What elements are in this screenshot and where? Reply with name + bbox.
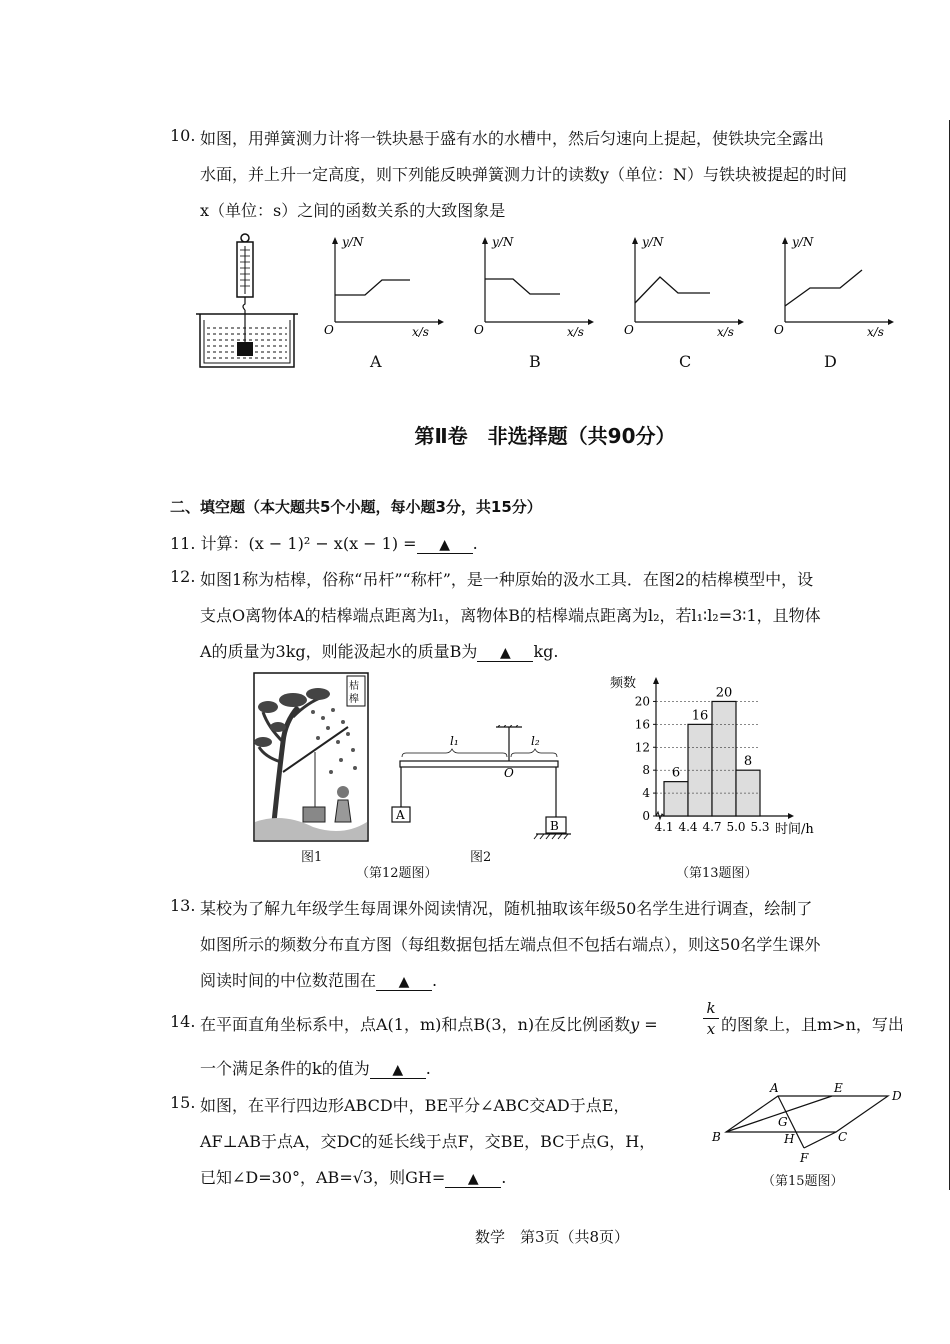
q12-number: 12. (170, 567, 196, 586)
graph-c-line (635, 277, 710, 303)
q14-text-2: 一个满足条件的k的值为 (200, 1059, 370, 1078)
x-tick-label: 5.0 (726, 820, 746, 834)
q13-line-3 (200, 968, 437, 991)
fig2-caption: 图2 (470, 850, 492, 865)
y-axis-label: y/N (342, 235, 364, 249)
y-axis-label: y/N (642, 235, 664, 249)
bar-value-label: 20 (715, 685, 733, 701)
histogram-chart (600, 670, 840, 845)
q14-answer-blank[interactable]: ▲ (370, 1062, 426, 1079)
point-g: G (778, 1115, 788, 1129)
x-axis-label: x/s (717, 325, 734, 339)
point-h: H (784, 1132, 795, 1146)
y-axis-label: y/N (792, 235, 814, 249)
point-e: E (834, 1081, 843, 1095)
origin-label: O (624, 323, 634, 337)
q13-number: 13. (170, 896, 196, 915)
x-tick-label: 5.3 (750, 820, 770, 834)
fig2-a-label: A (396, 808, 405, 822)
chart-xlabel: 时间/h (775, 822, 814, 837)
origin-label: O (774, 323, 784, 337)
section-2-heading: 二、填空题（本大题共5个小题，每小题3分，共15分） (170, 498, 542, 516)
bar-value-label: 6 (671, 765, 681, 781)
q11-text-end: . (472, 534, 478, 553)
y-tick-label: 8 (642, 763, 650, 778)
fig2-o-label: O (504, 766, 514, 780)
q12-line-2: 支点O离物体A的桔槔端点距离为l₁，离物体B的桔槔端点距离为l₂，若l₁∶l₂=3∶1，且物体 (200, 606, 821, 625)
graph-d-line (785, 270, 862, 306)
q14-func-y: y = (630, 1015, 658, 1034)
point-b: B (712, 1130, 721, 1144)
q15-text-end: . (501, 1168, 507, 1187)
fig2-l2-label: l₂ (531, 734, 540, 748)
part-2-title: 第Ⅱ卷 非选择题（共90分） (414, 424, 676, 448)
q15-figure-caption: （第15题图） (762, 1174, 844, 1189)
bar-value-label: 8 (743, 754, 753, 770)
q13-line-1: 某校为了解九年级学生每周课外阅读情况，随机抽取该年级50名学生进行调查，绘制了 (200, 899, 813, 918)
y-tick-label: 12 (634, 740, 650, 755)
q11-answer-blank[interactable]: ▲ (417, 537, 473, 554)
point-c: C (838, 1130, 848, 1144)
q15-line-1: 如图，在平行四边形ABCD中，BE平分∠ABC交AD于点E， (200, 1096, 630, 1115)
option-b-label: B (529, 352, 541, 371)
graph-b-line (485, 279, 560, 294)
point-f: F (800, 1151, 809, 1165)
y-tick-label: 4 (642, 786, 650, 801)
q15-number: 15. (170, 1093, 196, 1112)
y-axis-arrow (653, 677, 659, 684)
option-d-label: D (824, 352, 837, 371)
chart-ylabel: 频数 (610, 676, 637, 691)
question-11 (170, 531, 478, 554)
origin-label: O (474, 323, 484, 337)
y-tick-label: 0 (642, 809, 650, 823)
q11-number: 11. (170, 534, 196, 553)
q14-text: 在平面直角坐标系中，点A(1，m)和点B(3，n)在反比例函数 (200, 1015, 631, 1034)
q15-answer-blank[interactable]: ▲ (445, 1171, 501, 1188)
q14-text-end: . (425, 1059, 431, 1078)
x-axis-label: x/s (867, 325, 884, 339)
q12-line-3 (200, 639, 558, 662)
jiegao-illustration (253, 672, 369, 842)
y-axis-label: y/N (492, 235, 514, 249)
lever-model-figure (388, 725, 573, 845)
q10-line-3: x（单位：s）之间的函数关系的大致图象是 (200, 201, 506, 220)
q13-figure-caption: （第13题图） (676, 866, 758, 881)
option-a-label: A (370, 352, 382, 371)
y-tick-label: 20 (634, 694, 650, 709)
page-footer: 数学 第3页（共8页） (474, 1228, 630, 1246)
q13-text-end: . (432, 971, 438, 990)
q10-number: 10. (170, 126, 196, 145)
bar-value-label: 16 (691, 708, 709, 724)
q10-line-2: 水面，并上升一定高度，则下列能反映弹簧测力计的读数y（单位：N）与铁块被提起的时间 (200, 165, 848, 184)
fig1-caption: 图1 (301, 850, 323, 865)
point-d: D (892, 1089, 902, 1103)
q15-text: 已知∠D=30°，AB=√3，则GH= (200, 1168, 446, 1187)
histogram-bar (664, 782, 688, 816)
q14-frac-denominator: x (706, 1020, 716, 1038)
graph-a-line (335, 280, 410, 295)
q13-text: 阅读时间的中位数范围在 (200, 971, 377, 990)
q12-figure-caption: （第12题图） (356, 866, 438, 881)
option-c-label: C (679, 352, 692, 371)
x-tick-label: 4.4 (678, 820, 698, 834)
x-tick-label: 4.1 (654, 820, 674, 834)
q14-line-2 (200, 1056, 431, 1079)
graph-option-d (770, 232, 895, 342)
q14-number: 14. (170, 1012, 196, 1031)
q12-line-1: 如图1称为桔槔，俗称“吊杆”“称杆”，是一种原始的汲水工具．在图2的桔槔模型中，设 (200, 570, 814, 589)
q15-line-2: AF⊥AB于点A，交DC的延长线于点F，交BE，BC于点G，H， (200, 1132, 656, 1151)
fig2-l1-label: l₁ (450, 734, 459, 748)
q10-line-1: 如图，用弹簧测力计将一铁块悬于盛有水的水槽中，然后匀速向上提起，使铁块完全露出 (200, 129, 825, 148)
origin-label: O (324, 323, 334, 337)
q11-text: 计算：(x − 1)² − x(x − 1) = (200, 534, 417, 553)
q14-line-1 (200, 1012, 658, 1035)
parallelogram-figure (708, 1078, 908, 1170)
fig2-b-label: B (550, 819, 559, 833)
graph-option-c (620, 232, 745, 342)
q12-text: A的质量为3kg，则能汲起水的质量B为 (200, 642, 478, 661)
fig1-label-2: 槔 (349, 694, 359, 705)
graph-option-b (470, 232, 595, 342)
x-tick-label: 4.7 (702, 820, 722, 834)
point-a: A (770, 1081, 779, 1095)
spring-scale-figure (195, 232, 300, 372)
histogram-bar (712, 701, 736, 816)
q12-answer-blank[interactable]: ▲ (477, 645, 533, 662)
x-axis-arrow (788, 813, 794, 819)
graph-option-a (320, 232, 445, 342)
q14-fraction (703, 999, 719, 1038)
x-axis-label: x/s (412, 325, 429, 339)
q14-frac-numerator: k (706, 999, 716, 1017)
q12-text-end: kg. (533, 642, 559, 661)
y-tick-label: 16 (634, 717, 650, 732)
q13-answer-blank[interactable]: ▲ (376, 974, 432, 991)
fig1-label-1: 桔 (349, 681, 359, 692)
q15-line-3 (200, 1165, 506, 1188)
q13-line-2: 如图所示的频数分布直方图（每组数据包括左端点但不包括右端点），则这50名学生课外 (200, 935, 821, 954)
q14-text-after: 的图象上，且m>n，写出 (721, 1015, 904, 1034)
x-axis-label: x/s (567, 325, 584, 339)
